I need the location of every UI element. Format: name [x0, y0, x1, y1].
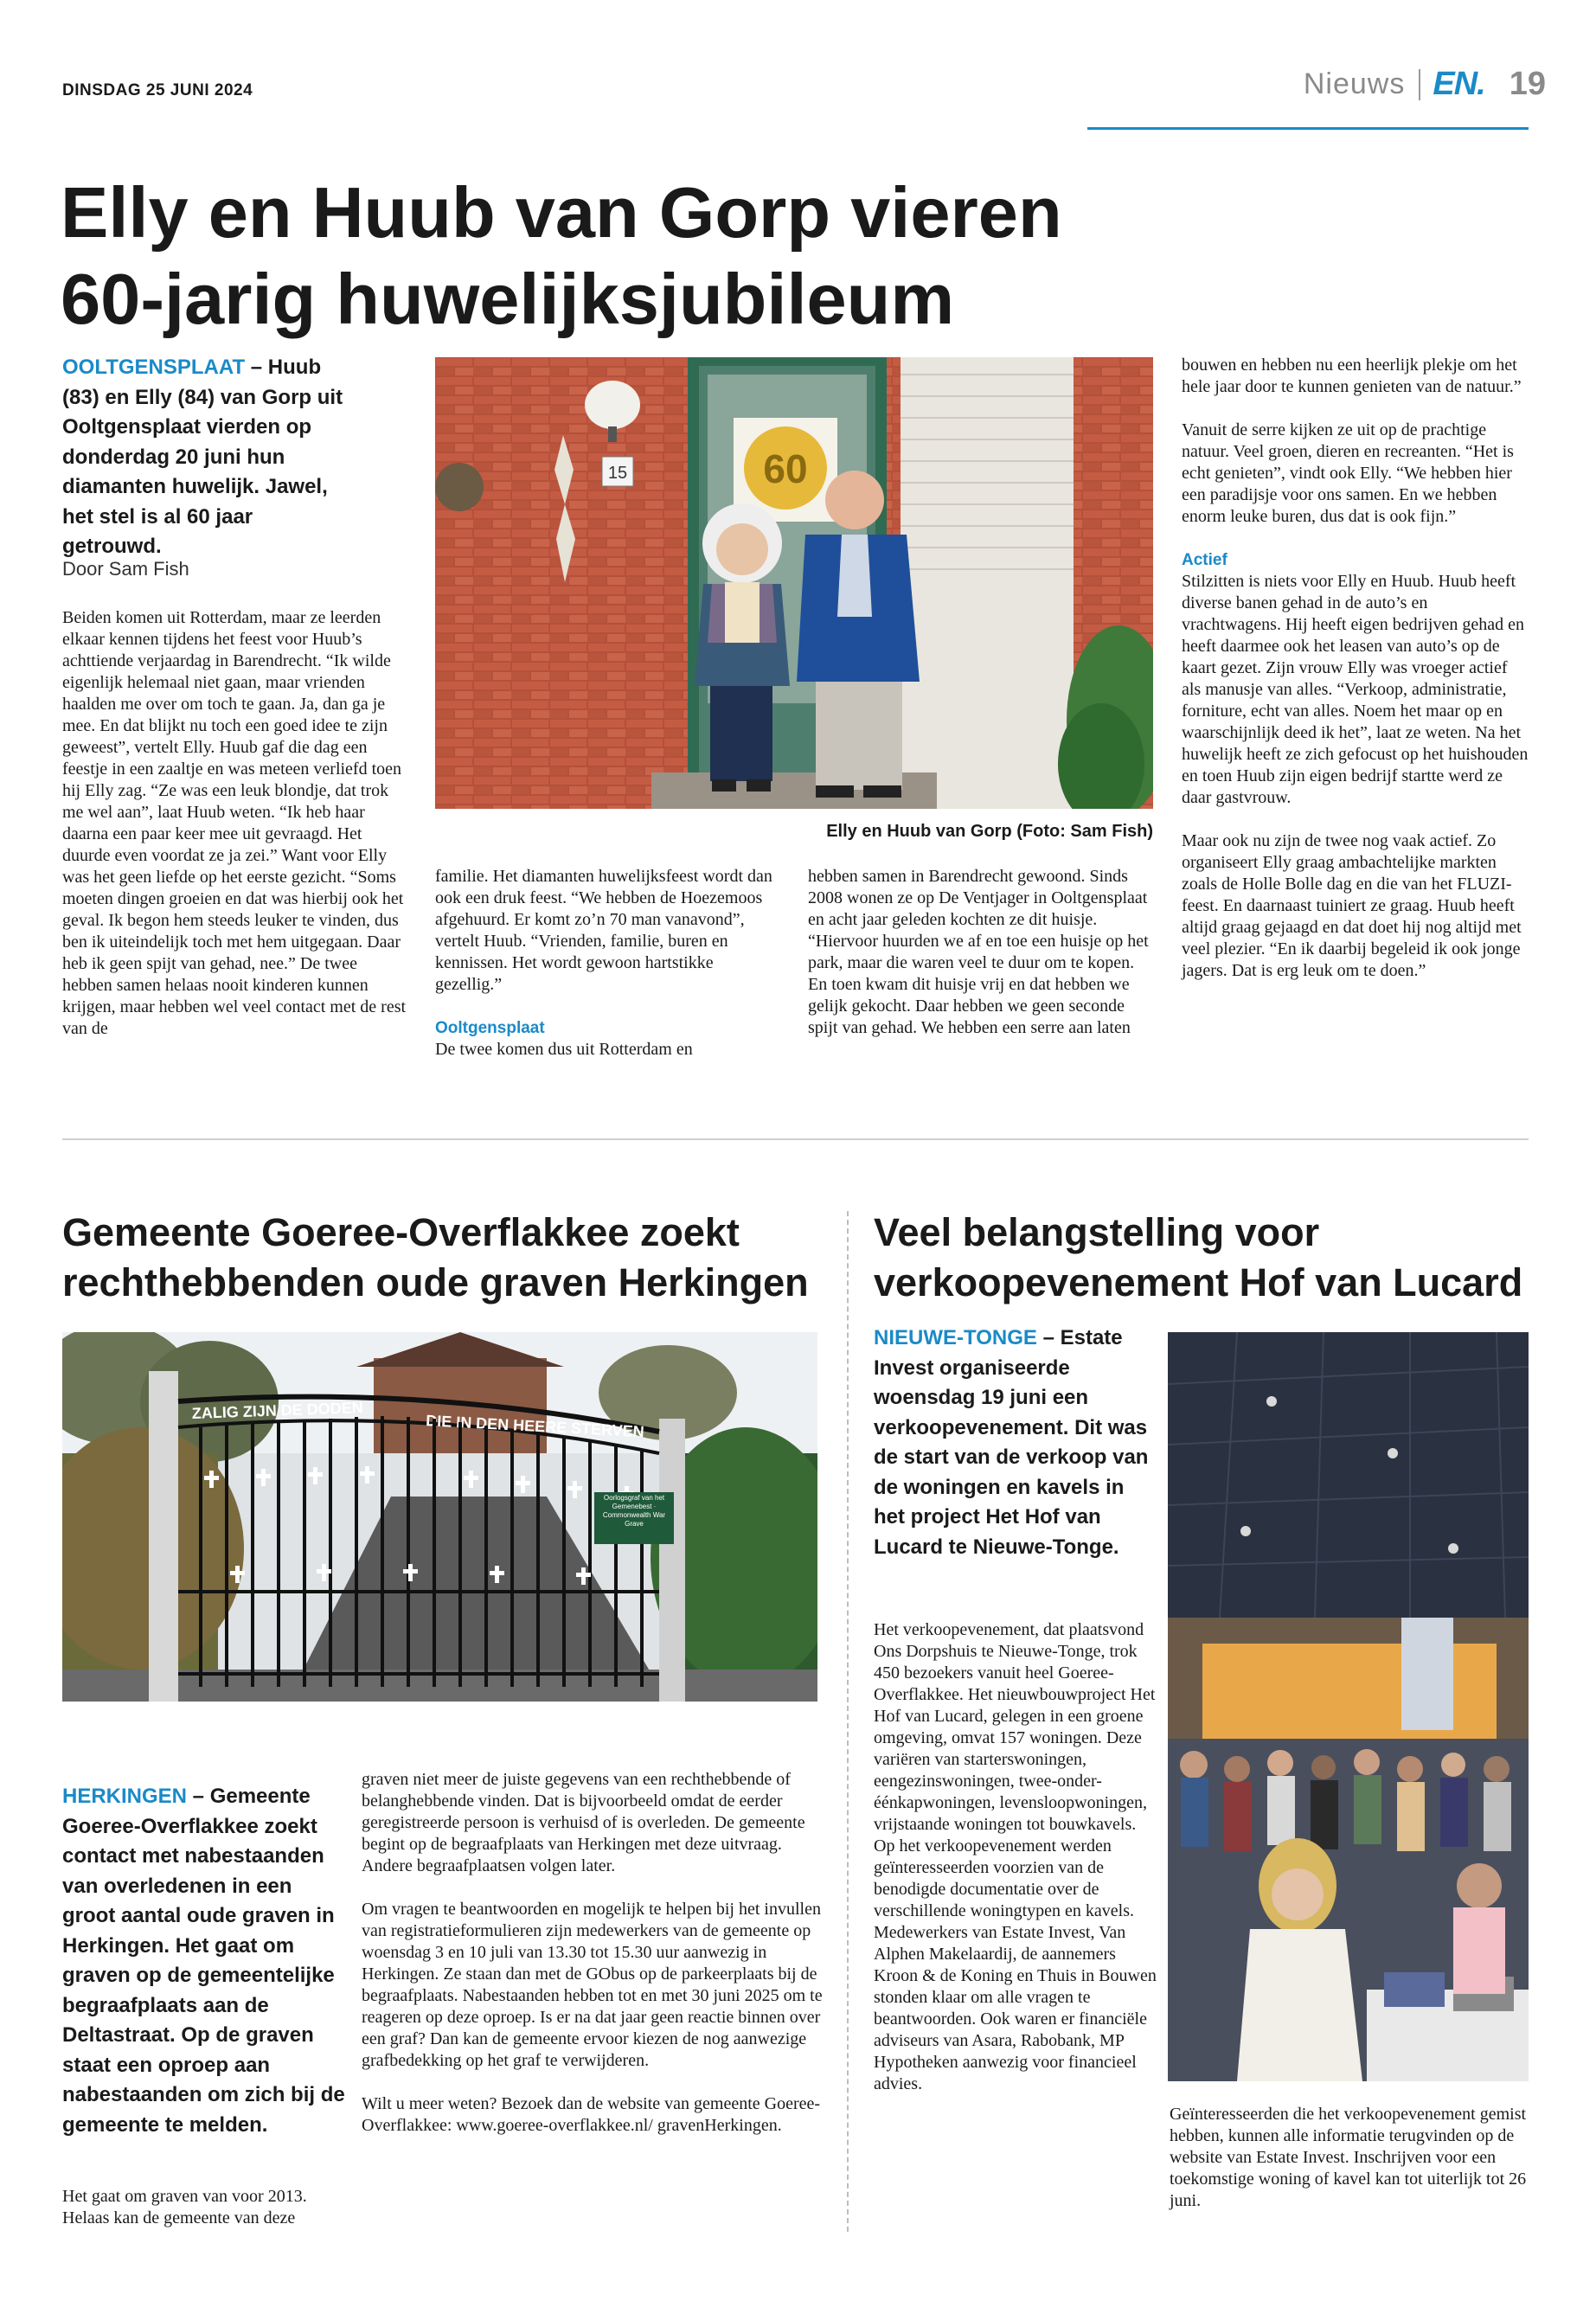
- article1-photo: [435, 357, 1153, 809]
- header-rule: [1087, 127, 1529, 130]
- gate-arch-text-right: DIE IN DEN HEERE STERVEN: [425, 1412, 645, 1441]
- article3-photo: [1168, 1332, 1529, 2081]
- article1-headline-line1: Elly en Huub van Gorp vieren: [61, 172, 1062, 253]
- article2-lead-text: – Gemeente Goeree-Overflakkee zoekt contact met nabestaanden van overledenen in een groot aantal oude graven in Herkingen. Het gaat om graven op de gemeentelijke begraafplaats aan de Deltastraat. Op de graven staat een oproep aan nabestaanden om zich bij de gemeente te melden.: [62, 1785, 345, 2137]
- article1-col1-paragraph: Beiden komen uit Rotterdam, maar ze leerden elkaar kennen tijdens het feest voor Huub’s achttiende verjaardag in Barendrecht. “Ik wilde eigenlijk helemaal niet gaan, maar vrienden haalden me over om toch te gaan. Ja, dan ga je mee. En dat blijkt nu toch een goed idee te zijn geweest”, vertelt Elly. Huub gaf die dag een feestje in een zaaltje en was meteen verliefd toen hij Elly zag. “Ze was een leuk blondje, dat trok me wel aan”, laat Huub weten. “Ik heb haar daarna een paar keer mee uit gevraagd. Het duurde even voordat ze ja zei.” Want voor Elly was het geen liefde op het eerste gezicht. “Soms moeten dingen groeien en dat was hierbij ook het geval. Ik begon hem steeds leuker te vinden, dus ben ik uiteindelijk toch met hem uitgegaan. Daar heb ik geen spijt van gehad, nee.” De twee hebben samen helaas nooit kinderen kunnen krijgen, maar hebben wel veel contact met de rest van de: [62, 608, 407, 1038]
- en-logo: EN.: [1433, 66, 1485, 102]
- header-masthead: [1304, 66, 1546, 103]
- article2-lead: [62, 1782, 348, 2140]
- article2-column-1: [62, 2186, 356, 2229]
- article3-headline: [874, 1208, 1557, 1308]
- article2-col1-paragraph: Het gaat om graven van voor 2013. Helaas kan de gemeente van deze: [62, 2187, 307, 2227]
- article1-col4-paragraph-1: bouwen en hebben nu een heerlijk plekje om het hele jaar door te kunnen genieten van de natuur.”: [1182, 356, 1522, 396]
- article1-column-4: [1182, 355, 1529, 982]
- article3-photo-caption: Geïnteresseerden die het verkoopevenement gemist hebben, kunnen alle informatie terugvinden op de website van Estate Invest. Inschrijven voor een toekomstige woning of kavel kan tot uiterlijk tot 26 juni.: [1170, 2105, 1527, 2210]
- page-number: 19: [1509, 66, 1546, 102]
- article1-lead: [62, 353, 348, 562]
- article2-photo: [62, 1332, 817, 1702]
- article1-headline-line2: 60-jarig huwelijksjubileum: [61, 259, 955, 339]
- article2-headline: [62, 1208, 841, 1308]
- article1-col2-paragraph-2: De twee komen dus uit Rotterdam en: [435, 1040, 693, 1059]
- column-divider: [847, 1211, 849, 2232]
- article1-column-2: [435, 866, 783, 1061]
- war-grave-sign-text: Oorlogsgraf van het Gemenebest · Commonwealth War Grave: [602, 1494, 666, 1528]
- article1-col2-paragraph-1: familie. Het diamanten huwelijksfeest wordt dan ook een druk feest. “We hebben de Hoezemoos afgehuurd. Er komt zo’n 70 man vanavond”, vertelt Huub. “Vrienden, familie, buren en kennissen. Het wordt gewoon hartstikke gezellig.”: [435, 867, 772, 994]
- article1-col4-paragraph-3: Stilzitten is niets voor Elly en Huub. Huub heeft diverse banen gehad in de auto’s en vrachtwagens. Hij heeft eigen bedrijven gehad en heeft daarmee ook het leasen van auto’s op de kaart gezet. Zijn vrouw Elly was vroeger actief als manusje van alles. “Verkoop, administratie, forniture, echt van alles. Noem het maar op en waarschijnlijk deed ik het”, laat ze weten. Na het huwelijk heeft ze zich gefocust op het huishouden en toen Huub zijn eigen bedrijf startte werd ze daar gastvrouw.: [1182, 572, 1529, 807]
- article1-column-1: [62, 607, 410, 1040]
- article1-column-3: [808, 866, 1156, 1039]
- article2-headline-line2: rechthebbenden oude graven Herkingen: [62, 1260, 809, 1304]
- section-divider: [62, 1138, 1529, 1140]
- article1-col4-paragraph-2: Vanuit de serre kijken ze uit op de prachtige natuur. Veel groen, dieren en recreanten. “Het is echt genieten”, vindt ook Elly. “We hebben hier een paradijsje voor ons samen. En we hebben enorm leuke buren, dus dat is ook fijn.”: [1182, 420, 1514, 526]
- article1-byline: Door Sam Fish: [62, 558, 189, 580]
- article2-col2-paragraph-1: graven niet meer de juiste gegevens van een rechthebbende of belanghebbende vinden. Dat is bijvoorbeeld omdat de eerder geregistreerde persoon is verhuisd of is overleden. De gemeente begint op de begraafplaats van Herkingen met deze uitvraag. Andere begraafplaatsen volgen later.: [362, 1770, 805, 1875]
- article1-col4-subhead: Actief: [1182, 551, 1227, 569]
- article1-dateline: OOLTGENSPLAAT: [62, 356, 246, 379]
- article1-photo-caption: Elly en Huub van Gorp (Foto: Sam Fish): [826, 822, 1153, 841]
- article2-column-2: [362, 1769, 829, 2137]
- header-date: DINSDAG 25 JUNI 2024: [62, 81, 253, 99]
- sales-event-illustration: [1168, 1332, 1529, 2081]
- article2-col2-paragraph-2: Om vragen te beantwoorden en mogelijk te helpen bij het invullen van registratieformulieren zijn medewerkers van de gemeente op woensdag 3 en 10 juli van 13.30 tot 15.30 uur aanwezig in Herkingen. Ze staan dan met de GObus op de parkeerplaats bij de begraafplaats. Nabestaanden hebben tot en met 30 juni 2025 om te reageren op deze oproep. Is er na dat jaar geen reactie binnen over een graf? Dan kan de gemeente ervoor kiezen de nog aanwezige grafbedekking op het graf te verwijderen.: [362, 1900, 823, 2070]
- article3-body-paragraph: Het verkoopevenement, dat plaatsvond Ons Dorpshuis te Nieuwe-Tonge, trok 450 bezoekers vanuit heel Goeree-Overflakkee. Het nieuwbouwproject Het Hof van Lucard, gelegen in een groene omgeving, omvat 157 woningen. Deze variëren van starterswoningen, eengezinswoningen, twee-onder-éénkapwoningen, levensloopwoningen, vrijstaande woningen tot bouwkavels. Op het verkoopevenement werden geïnteresseerden voorzien van de benodigde documentatie over de verschillende woningtypen en kavels. Medewerkers van Estate Invest, Van Alphen Makelaardij, de aannemers Kroon & de Koning en Thuis in Bouwen stonden klaar om alle vragen te beantwoorden. Ook waren er financiële adviseurs van Asara, Rabobank, MP Hypotheken aanwezig voor financieel advies.: [874, 1620, 1157, 2093]
- article3-headline-line1: Veel belangstelling voor: [874, 1210, 1320, 1254]
- couple-photo-illustration: [435, 357, 1153, 809]
- article1-headline: [61, 170, 1185, 343]
- header-section: Nieuws: [1303, 67, 1406, 100]
- article2-col2-paragraph-3: Wilt u meer weten? Bezoek dan de website van gemeente Goeree-Overflakkee: www.goeree-overflakkee.nl/ gravenHerkingen.: [362, 2094, 821, 2135]
- gate-arch-text-left: ZALIG ZIJN DE DODEN: [191, 1399, 364, 1422]
- article1-col3-paragraph: hebben samen in Barendrecht gewoond. Sinds 2008 wonen ze op De Ventjager in Ooltgensplaat en acht jaar geleden kochten ze dit huisje. “Hiervoor huurden we af en toe een huisje op het park, maar die waren veel te duur om te kopen. En toen kwam dit huisje vrij en dat hebben we gelijk gekocht. Daar hebben we geen seconde spijt van gehad. We hebben een serre aan laten: [808, 867, 1149, 1037]
- article3-lead-text: – Estate Invest organiseerde woensdag 19 juni een verkoopevenement. Dit was de start van de verkoop van de woningen en kavels in het project Het Hof van Lucard te Nieuwe-Tonge.: [874, 1326, 1149, 1559]
- article3-body: [874, 1619, 1159, 2095]
- door-number-text: 15: [607, 464, 628, 483]
- cemetery-gate-illustration: [62, 1332, 817, 1702]
- article1-col4-paragraph-4: Maar ook nu zijn de twee nog vaak actief. Zo organiseert Elly graag ambachtelijke markten zoals de Holle Bolle dag en die van het FLUZI-feest. En daarnaast tuiniert ze graag. Huub heeft altijd graag gejaagd en dat doet hij nog altijd met veel plezier. “En ik daarbij begeleid ik ook jonge jagers. Dat is erg leuk om te doen.”: [1182, 831, 1522, 980]
- header-divider: [1419, 69, 1420, 100]
- article1-col2-subhead: Ooltgensplaat: [435, 1019, 545, 1037]
- article3-dateline: NIEUWE-TONGE: [874, 1326, 1037, 1349]
- article1-lead-text: – Huub (83) en Elly (84) van Gorp uit Ooltgensplaat vierden op donderdag 20 juni hun diamanten huwelijk. Jawel, het stel is al 60 jaar getrouwd.: [62, 356, 343, 558]
- article3-lead: [874, 1324, 1151, 1562]
- article3-headline-line2: verkoopevenement Hof van Lucard: [874, 1260, 1523, 1304]
- article2-headline-line1: Gemeente Goeree-Overflakkee zoekt: [62, 1210, 740, 1254]
- article2-dateline: HERKINGEN: [62, 1785, 188, 1808]
- anniversary-sign-number: 60: [763, 446, 808, 491]
